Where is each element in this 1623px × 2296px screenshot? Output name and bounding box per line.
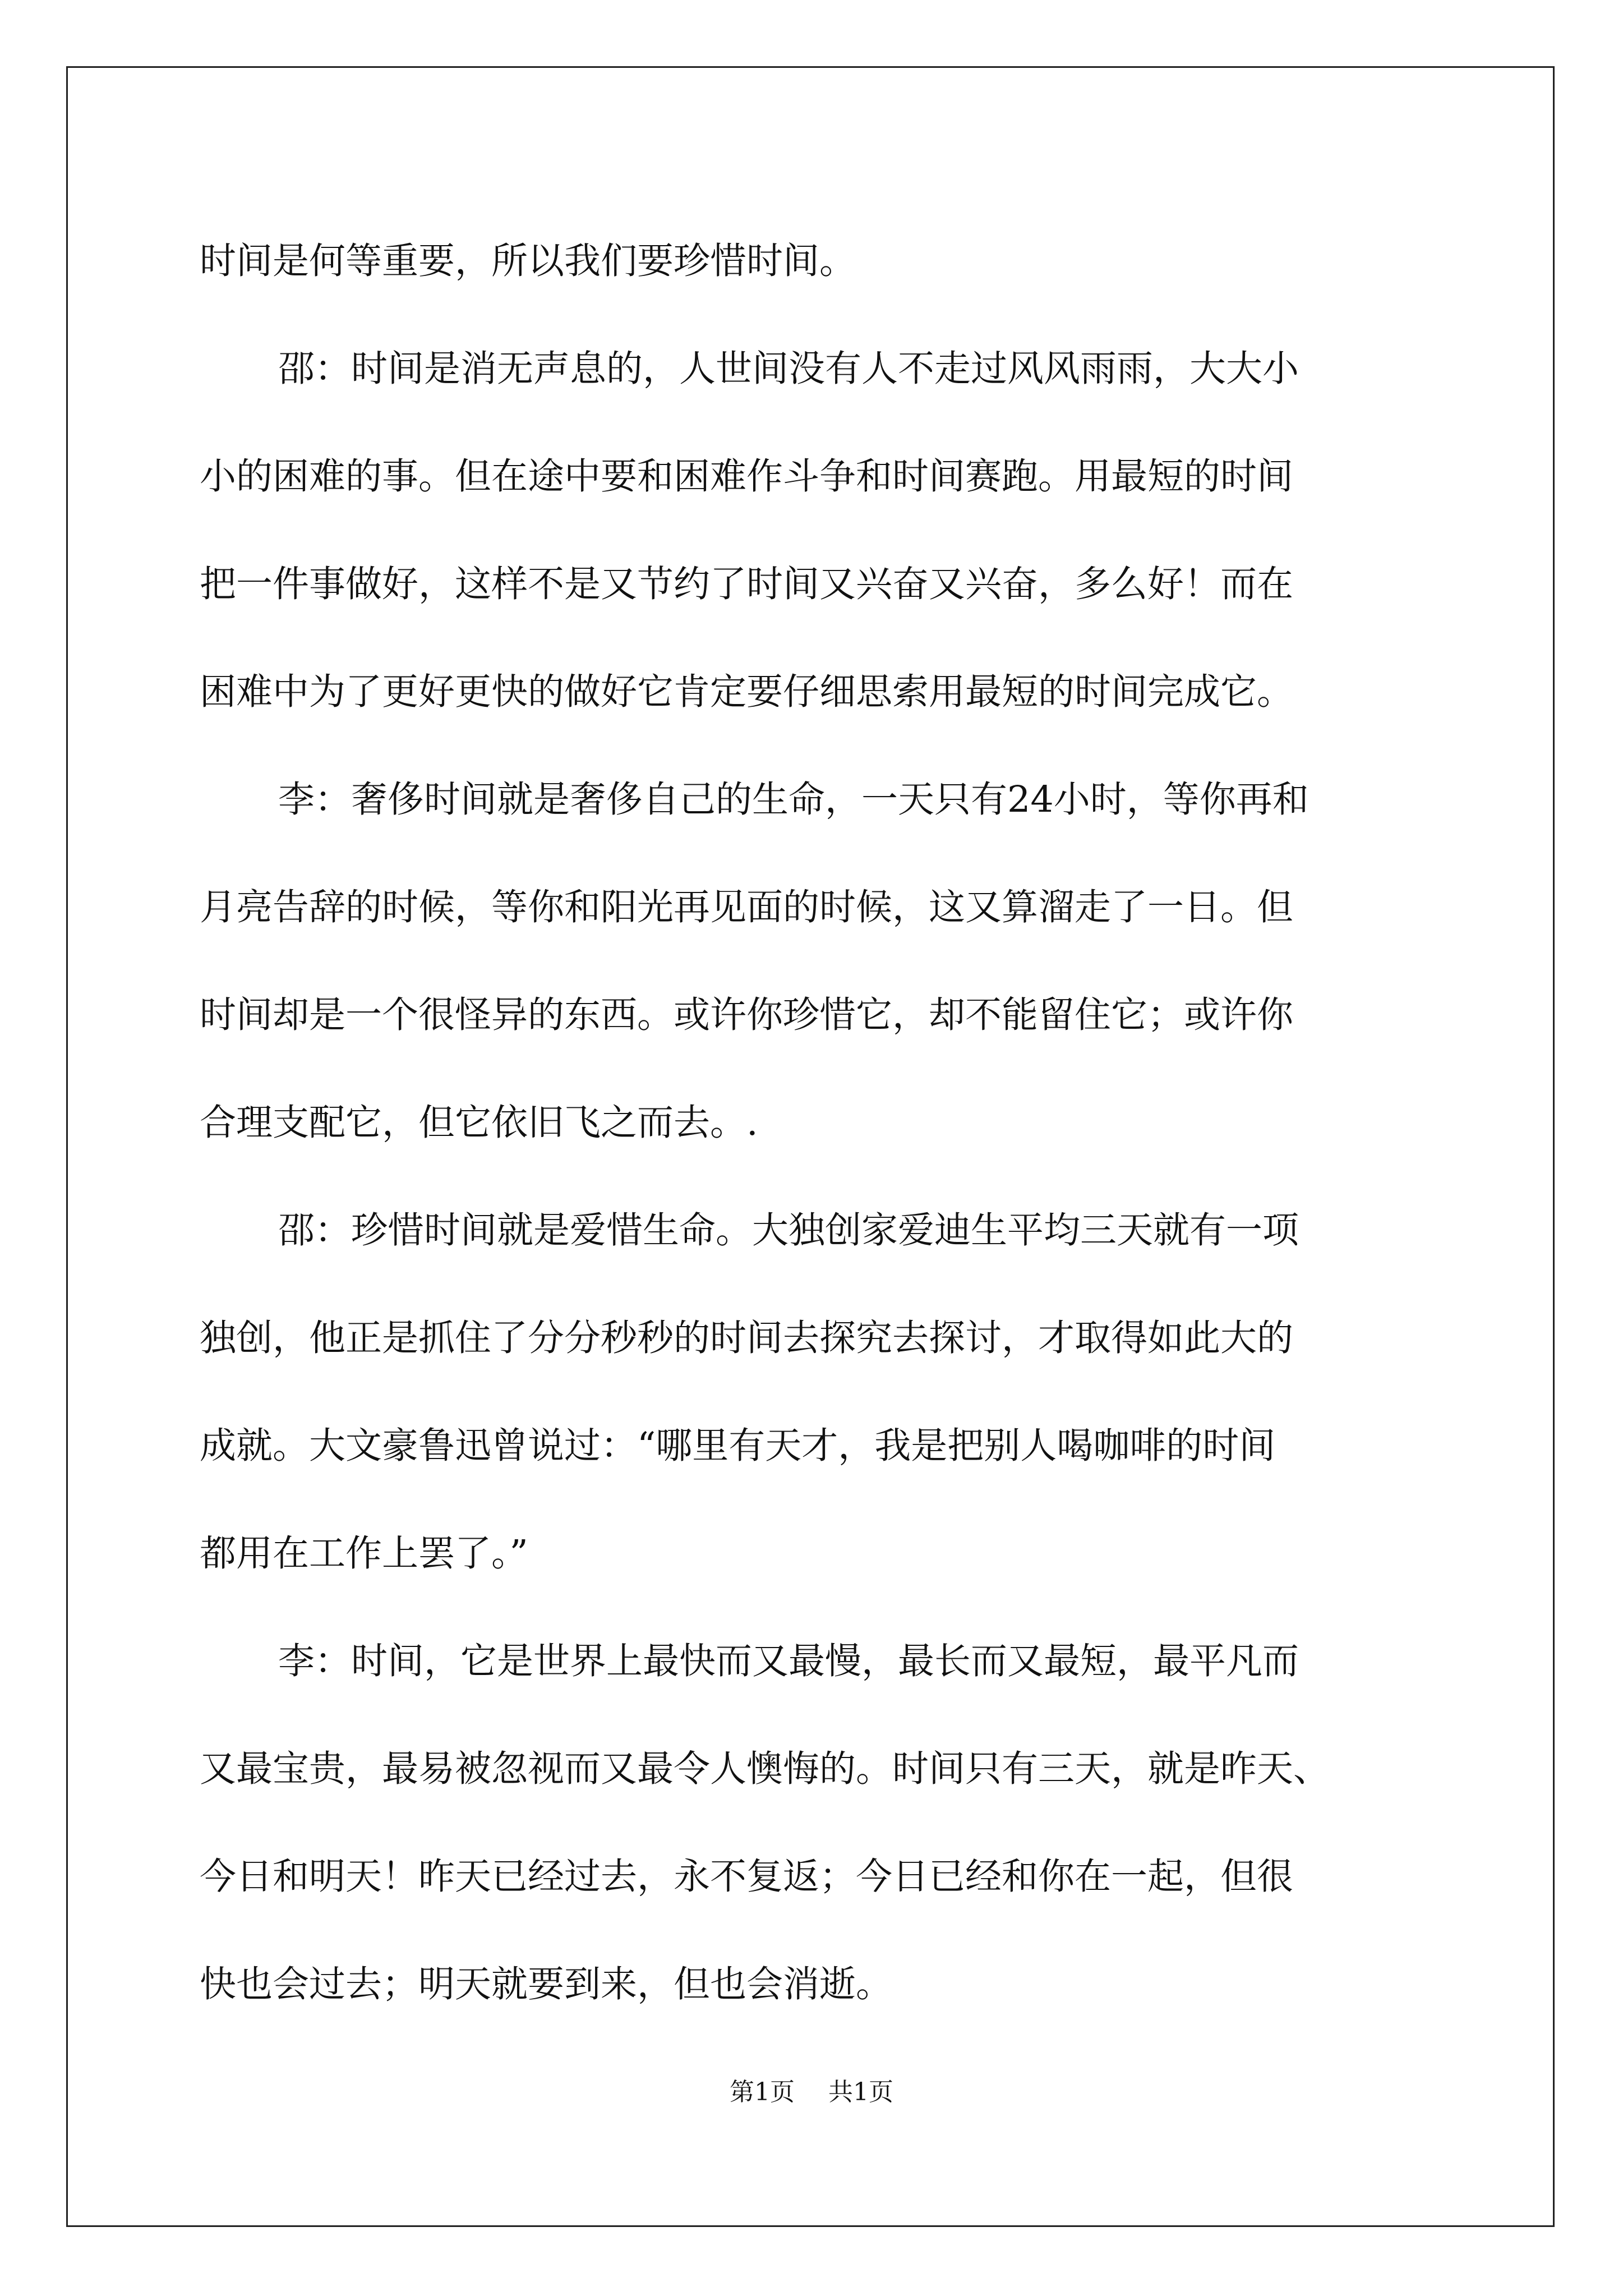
page-number-total: 共1页 bbox=[828, 2078, 893, 2106]
text-line: 快也会过去；明天就要到来，但也会消逝。 bbox=[200, 1963, 893, 2005]
paragraph-start-line: 邵：珍惜时间就是爱惜生命。大独创家爱迪生平均三天就有一项 bbox=[278, 1209, 1299, 1251]
text-line: 把一件事做好，这样不是又节约了时间又兴奋又兴奋，多么好！而在 bbox=[200, 563, 1294, 605]
text-line: 合理支配它，但它依旧飞之而去。. bbox=[200, 1102, 758, 1144]
text-line: 时间却是一个很怪异的东西。或许你珍惜它，却不能留住它；或许你 bbox=[200, 994, 1294, 1036]
text-line: 月亮告辞的时候，等你和阳光再见面的时候，这又算溜走了一日。但 bbox=[200, 886, 1294, 928]
paragraph-start-line: 李：奢侈时间就是奢侈自己的生命，一天只有24小时，等你再和 bbox=[278, 779, 1309, 821]
text-line: 又最宝贵，最易被忽视而又最令人懊悔的。时间只有三天，就是昨天、 bbox=[200, 1748, 1330, 1790]
text-line: 都用在工作上罢了。” bbox=[200, 1533, 528, 1575]
text-line: 今日和明天！昨天已经过去，永不复返；今日已经和你在一起，但很 bbox=[200, 1856, 1294, 1898]
text-line: 困难中为了更好更快的做好它肯定要仔细思索用最短的时间完成它。 bbox=[200, 671, 1294, 713]
page-number-current: 第1页 bbox=[730, 2078, 795, 2106]
text-line: 小的困难的事。但在途中要和困难作斗争和时间赛跑。用最短的时间 bbox=[200, 455, 1294, 498]
page-footer bbox=[0, 2076, 1623, 2109]
text-line: 成就。大文豪鲁迅曾说过：“哪里有天才，我是把别人喝咖啡的时间 bbox=[200, 1425, 1276, 1467]
text-line: 独创，他正是抓住了分分秒秒的时间去探究去探讨，才取得如此大的 bbox=[200, 1317, 1294, 1359]
text-line: 时间是何等重要，所以我们要珍惜时间。 bbox=[200, 240, 856, 282]
paragraph-start-line: 邵：时间是消无声息的，人世间没有人不走过风风雨雨，大大小 bbox=[278, 348, 1299, 390]
paragraph-start-line: 李：时间，它是世界上最快而又最慢，最长而又最短，最平凡而 bbox=[278, 1640, 1299, 1682]
document-body bbox=[200, 208, 1422, 2039]
